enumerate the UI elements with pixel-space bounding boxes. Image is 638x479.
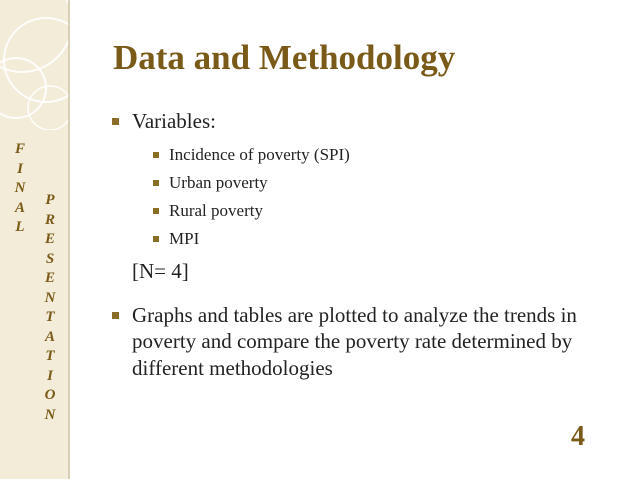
square-bullet-icon <box>153 236 159 242</box>
sidebar-letter: N <box>14 180 26 196</box>
sidebar-word-final <box>12 140 28 238</box>
sub-item <box>153 169 591 197</box>
sidebar-letter: L <box>15 219 25 235</box>
sub-item <box>153 225 591 253</box>
sidebar-letter: A <box>14 199 25 216</box>
sidebar-letter: R <box>44 211 55 228</box>
sample-size-note: [N= 4] <box>132 258 189 283</box>
sub-item-text: MPI <box>169 228 200 248</box>
sub-item <box>153 141 591 169</box>
sidebar-letter: F <box>14 141 25 157</box>
bullet-list <box>111 108 591 381</box>
slide-title: Data and Methodology <box>113 38 456 77</box>
sidebar-letter: I <box>47 367 53 384</box>
square-bullet-icon <box>153 180 159 186</box>
square-bullet-icon <box>153 208 159 214</box>
sub-item-text: Rural poverty <box>169 200 263 220</box>
sidebar-letter: P <box>45 192 55 208</box>
bullet-item-variables <box>111 108 591 284</box>
sub-item <box>153 197 591 225</box>
circle-decoration <box>0 0 68 130</box>
sidebar-letter: N <box>44 406 56 423</box>
bullet-text: Graphs and tables are plotted to analyze the trends in poverty and compare the poverty rate determined by different methodologies <box>132 302 577 380</box>
sidebar-letter: E <box>44 231 55 247</box>
sub-item-text: Incidence of poverty (SPI) <box>169 144 350 164</box>
square-bullet-icon <box>112 312 119 319</box>
sub-item-text: Urban poverty <box>169 172 268 192</box>
sidebar-letter: I <box>17 160 23 177</box>
sidebar-letter: T <box>45 309 55 325</box>
sidebar-letter: O <box>44 387 56 403</box>
square-bullet-icon <box>153 152 159 158</box>
variables-sublist <box>132 141 591 253</box>
sidebar-letter: E <box>44 270 55 286</box>
bullet-text: Variables: <box>132 109 216 133</box>
page-number: 4 <box>571 421 585 452</box>
sidebar-letter: A <box>44 328 55 345</box>
bullet-item-graphs <box>111 302 591 382</box>
sidebar-word-presentation <box>42 191 58 425</box>
sidebar-letter: S <box>45 250 55 267</box>
sidebar-divider <box>68 0 70 479</box>
slide-content <box>111 108 591 381</box>
sidebar-letter: T <box>45 348 55 364</box>
square-bullet-icon <box>112 118 119 125</box>
sidebar-letter: N <box>44 289 56 306</box>
